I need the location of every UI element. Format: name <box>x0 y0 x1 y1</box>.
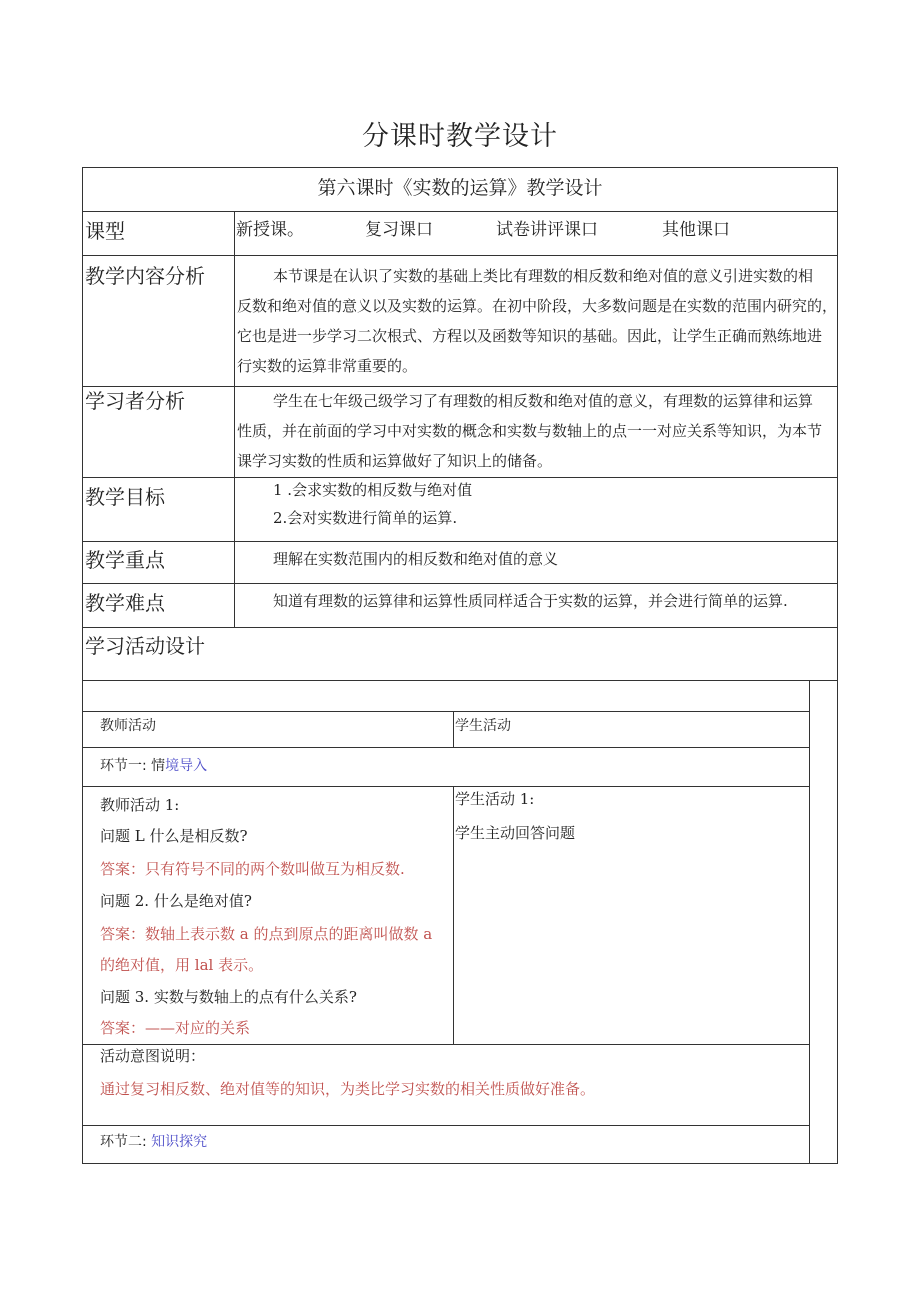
lesson-heading: 第六课时《实数的运算》教学设计 <box>317 177 603 199</box>
question-three: 问题 3. 实数与数轴上的点有什么关系? <box>100 988 357 1006</box>
answer-two-line-two: 的绝对值，用 lal 表示。 <box>100 956 264 974</box>
activity-intent-text: 通过复习相反数、绝对值等的知识，为类比学习实数的相关性质做好准备。 <box>100 1080 596 1098</box>
activity-intent-label: 活动意图说明： <box>100 1047 206 1065</box>
objective-item: 1 .会求实数的相反数与绝对值 <box>273 481 473 499</box>
page-title: 分课时教学设计 <box>362 121 558 152</box>
objective-item: 2.会对实数进行简单的运算. <box>273 509 458 527</box>
key-points-text: 理解在实数范围内的相反数和绝对值的意义 <box>273 550 559 568</box>
content-analysis-line: 本节课是在认识了实数的基础上类比有理数的相反数和绝对值的意义引进实数的相 <box>273 267 814 285</box>
question-two: 问题 2. 什么是绝对值? <box>100 892 252 910</box>
teacher-activity-header: 教师活动 <box>100 718 156 734</box>
content-analysis-line: 行实数的运算非常重要的。 <box>237 357 418 375</box>
stage-one-name-b: 境导入 <box>165 758 208 774</box>
student-activity-title: 学生活动 1: <box>455 790 535 808</box>
course-type-label: 课型 <box>85 219 125 243</box>
stage-two-title <box>100 1131 207 1151</box>
answer-three: 答案：——对应的关系 <box>100 1019 251 1037</box>
course-type-option: 复习课口 <box>365 220 433 240</box>
content-analysis-label: 教学内容分析 <box>85 264 205 288</box>
course-type-option: 新授课。 <box>236 220 304 240</box>
student-activity-text: 学生主动回答问题 <box>455 824 576 842</box>
question-one: 问题 L 什么是相反数? <box>100 827 248 845</box>
answer-two-line-one: 答案：数轴上表示数 a 的点到原点的距离叫做数 a <box>100 925 433 943</box>
answer-one: 答案：只有符号不同的两个数叫做互为相反数. <box>100 860 405 878</box>
lesson-plan-table <box>82 167 838 1164</box>
content-analysis-line: 反数和绝对值的意义以及实数的运算。在初中阶段，大多数问题是在实数的范围内研究的， <box>237 297 838 315</box>
stage-two-name: 知识探究 <box>151 1134 208 1150</box>
key-points-label: 教学重点 <box>85 548 165 572</box>
learner-analysis-line: 性质，并在前面的学习中对实数的概念和实数与数轴上的点一一对应关系等知识，为本节 <box>237 422 823 440</box>
student-activity-header: 学生活动 <box>455 718 511 734</box>
learner-analysis-label: 学习者分析 <box>85 389 185 413</box>
teacher-activity-title: 教师活动 1: <box>100 796 180 814</box>
course-type-option: 其他课口 <box>662 220 730 240</box>
content-analysis-line: 它也是进一步学习二次根式、方程以及函数等知识的基础。因此，让学生正确而熟练地进 <box>237 327 823 345</box>
stage-one-prefix: 环节一: <box>100 758 147 774</box>
course-type-option: 试卷讲评课口 <box>496 220 598 240</box>
stage-one-name-a: 情 <box>151 758 166 774</box>
learner-analysis-line: 课学习实数的性质和运算做好了知识上的储备。 <box>237 452 553 470</box>
stage-one-title <box>100 755 207 775</box>
stage-two-prefix: 环节二: <box>100 1134 147 1150</box>
activity-design-label: 学习活动设计 <box>85 634 205 658</box>
learner-analysis-line: 学生在七年级己级学习了有理数的相反数和绝对值的意义，有理数的运算律和运算 <box>273 392 814 410</box>
objectives-label: 教学目标 <box>85 485 165 509</box>
difficulties-text: 知道有理数的运算律和运算性质同样适合于实数的运算，并会进行简单的运算. <box>273 592 788 610</box>
difficulties-label: 教学难点 <box>85 591 165 615</box>
